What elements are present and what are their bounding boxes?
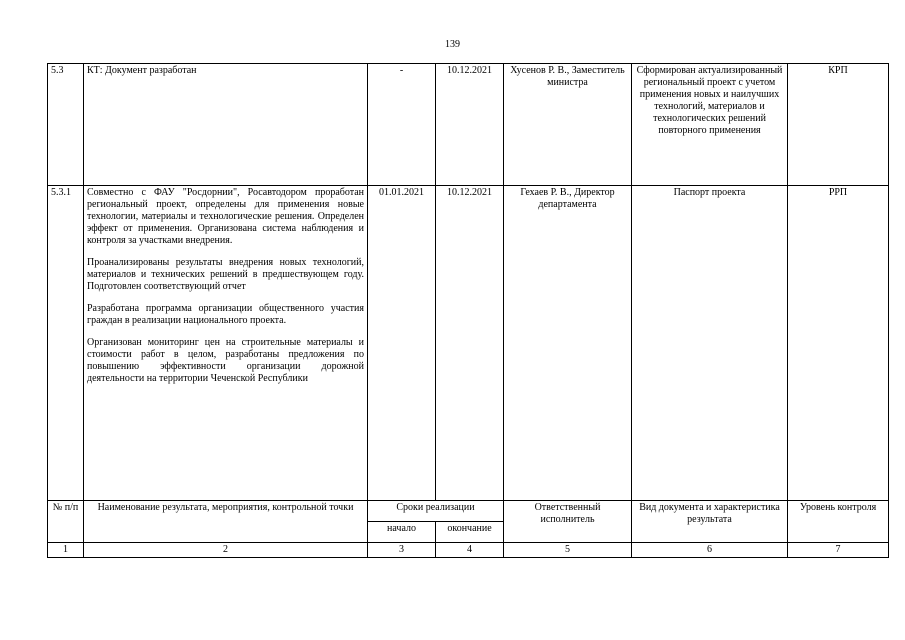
- column-number: 2: [84, 543, 368, 558]
- cell-number: 5.3.1: [48, 186, 84, 501]
- name-paragraph: Проанализированы результаты внедрения новых технологий, материалов и технических решений в предшествующем году. Подготовлен соответствующий отчет: [87, 257, 364, 292]
- name-paragraph: Организован мониторинг цен на строительные материалы и стоимости работ в целом, разработаны предложения по повышению эффективности организации дорожной деятельности на территории Чеченской Республики: [87, 337, 364, 384]
- cell-start: -: [368, 64, 436, 186]
- header-row: [48, 501, 889, 522]
- cell-control: РРП: [788, 186, 889, 501]
- cell-responsible: Хусенов Р. В., Заместитель министра: [504, 64, 632, 186]
- header-control: Уровень контроля: [788, 501, 889, 543]
- header-number: № п/п: [48, 501, 84, 543]
- column-number: 5: [504, 543, 632, 558]
- header-name: Наименование результата, мероприятия, контрольной точки: [84, 501, 368, 543]
- table-row: [48, 64, 889, 186]
- header-responsible: Ответственный исполнитель: [504, 501, 632, 543]
- column-number: 7: [788, 543, 889, 558]
- header-end: окончание: [436, 522, 504, 543]
- page-number: 139: [445, 39, 460, 50]
- name-paragraph: Разработана программа организации общественного участия граждан в реализации национального проекта.: [87, 303, 364, 326]
- header-start: начало: [368, 522, 436, 543]
- cell-start: 01.01.2021: [368, 186, 436, 501]
- header-period: Сроки реализации: [368, 501, 504, 522]
- cell-number: 5.3: [48, 64, 84, 186]
- cell-result: Паспорт проекта: [632, 186, 788, 501]
- column-numbers-row: [48, 543, 889, 558]
- cell-end: 10.12.2021: [436, 186, 504, 501]
- column-number: 1: [48, 543, 84, 558]
- name-paragraph: Совместно с ФАУ "Росдорнии", Росавтодором проработан региональный проект, определены для применения новые технологии, материалы и технологические решения. Определен эффект от применения. Организована система наблюдения и контроля за участками внедрения.: [87, 187, 364, 246]
- column-number: 4: [436, 543, 504, 558]
- cell-control: КРП: [788, 64, 889, 186]
- cell-responsible: Гехаев Р. В., Директор департамента: [504, 186, 632, 501]
- plan-table: [47, 63, 889, 558]
- column-number: 6: [632, 543, 788, 558]
- column-number: 3: [368, 543, 436, 558]
- cell-end: 10.12.2021: [436, 64, 504, 186]
- cell-name: КТ: Документ разработан: [84, 64, 368, 186]
- table-row: [48, 186, 889, 501]
- cell-result: Сформирован актуализированный региональный проект с учетом применения новых и наилучших технологий, материалов и технологических решений повторного применения: [632, 64, 788, 186]
- header-result: Вид документа и характеристика результата: [632, 501, 788, 543]
- cell-name: [84, 186, 368, 501]
